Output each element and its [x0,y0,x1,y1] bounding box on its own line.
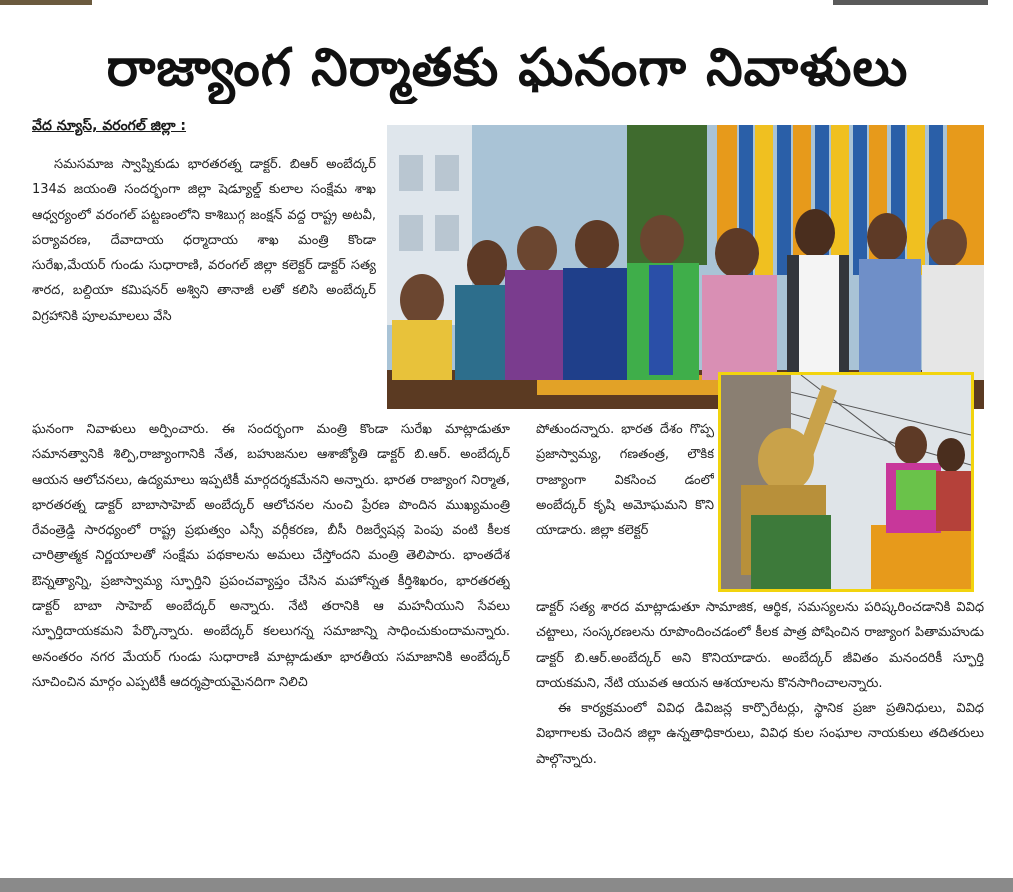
main-event-photo [387,125,984,409]
article-paragraph-2: ఘనంగా నివాళులు అర్పించారు. ఈ సందర్భంగా మంత్రి కొండా సురేఖ మాట్లాడుతూ సమానత్వానికి శిల్పి,రాజ్యాంగానికి నేత, బహుజనుల ఆశాజ్యోతి డాక్టర్ బి.ఆర్. అంబేద్కర్ ఆయన ఆలోచనలు, ఉద్యమాలు ఇప్పటికీ మార్గదర్శకమేనని అన్నారు. భారత రాజ్యాంగ నిర్మాత, భారతరత్న డాక్టర్ బాబాసాహెబ్ అంబేద్కర్ ఆలోచనల నుంచి ప్రేరణ పొందిన ముఖ్యమంత్రి రేవంత్రెడ్డి సారధ్యంలో రాష్ట్ర ప్రభుత్వం ఎస్సీ వర్గీకరణ, బీసీ రిజర్వేషన్ల పెంపు వంటి కీలక చారిత్రాత్మక నిర్ణయాలతో సంక్షేమ పథకాలను అమలు చేస్తోందని మంత్రి తెలిపారు. భాంతదేశ ఔన్నత్యాన్ని, ప్రజాస్వామ్య స్ఫూర్తిని ప్రపంచవ్యాప్తం చేసిన మహోన్నత కీర్తిశిఖరం, భారతరత్న డాక్టర్ బాబా సాహెబ్ అంబేద్కర్ అన్నారు. నేటి తరానికి ఆ మహనీయుని సేవలు స్ఫూర్తిదాయకమని పేర్కొన్నారు. అంబేద్కర్ కలలుగన్న సమాజాన్ని సాధించుకుందామన్నారు. అనంతరం నగర మేయర్ గుండు సుధారాణి మాట్లాడుతూ భారతీయ సమాజానికి అంబేద్కర్ సూచించిన మార్గం ఎప్పటికీ ఆదర్శప్రాయమైనదిగా నిలిచి [32,422,510,690]
article-column-mid [536,417,714,595]
article-paragraph-5: ఈ కార్యక్రమంలో వివిధ డివిజన్ల కార్పొరేటర్లు, స్థానిక ప్రజా ప్రతినిధులు, వివిధ విభాగాలకు చెందిన జిల్లా ఉన్నతాధికారులు, వివిధ కుల సంఘాల నాయకులు తదితరులు పాల్గొన్నారు. [536,701,984,767]
bottom-decor-bar [0,878,1013,892]
article-column-right [536,595,984,870]
article-column-full [32,417,510,862]
article-column-left-top [32,152,376,414]
headline: రాజ్యాంగ నిర్మాతకు ఘనంగా నివాళులు [106,38,909,98]
dateline: వేద న్యూస్, వరంగల్ జిల్లా : [32,118,187,134]
garlanding-inset-photo [718,372,974,592]
top-decor-bar-right [833,0,988,5]
article-paragraph-1: సమసమాజ స్వాప్నికుడు భారతరత్న డాక్టర్. బిఆర్ అంబేద్కర్ 134వ జయంతి సందర్భంగా జిల్లా షెడ్యూల్డ్ కులాల సంక్షేమ శాఖ ఆధ్వర్యంలో వరంగల్ పట్టణంలోని కాశిబుగ్గ జంక్షన్ వద్ద రాష్ట్ర అటవీ, పర్యావరణ, దేవాదాయ ధర్మాదాయ శాఖ మంత్రి కొండా సురేఖ,మేయర్ గుండు సుధారాణి, వరంగల్ జిల్లా కలెక్టర్ డాక్టర్ సత్య శారద, బల్దియా కమిషనర్ అశ్విని తానాజీ లతో కలిసి అంబేద్కర్ విగ్రహానికి పూలమాలలు వేసి [32,157,376,324]
article-paragraph-4: డాక్టర్ సత్య శారద మాట్లాడుతూ సామాజిక, ఆర్థిక, సమస్యలను పరిష్కరించడానికి వివిధ చట్టాలు, సంస్కరణలను రూపొందించడంలో కీలక పాత్ర పోషించిన రాజ్యాంగ పితామహుడు డాక్టర్ బి.ఆర్.అంబేద్కర్ అని కొనియాడారు. అంబేద్కర్ జీవితం మనందరికీ స్ఫూర్తి దాయకమని, నేటి యువత ఆయన ఆశయాలను కొనసాగించాలన్నారు. [536,600,984,691]
article-paragraph-3: పోతుందన్నారు. భారత దేశం గొప్ప ప్రజాస్వామ్య, గణతంత్ర, లౌకిక రాజ్యాంగా వికసించ డంలో అంబేద్కర్ కృషి అమోఘమని కొని యాడారు. జిల్లా కలెక్టర్ [536,422,714,539]
top-decor-bar-left [0,0,92,5]
